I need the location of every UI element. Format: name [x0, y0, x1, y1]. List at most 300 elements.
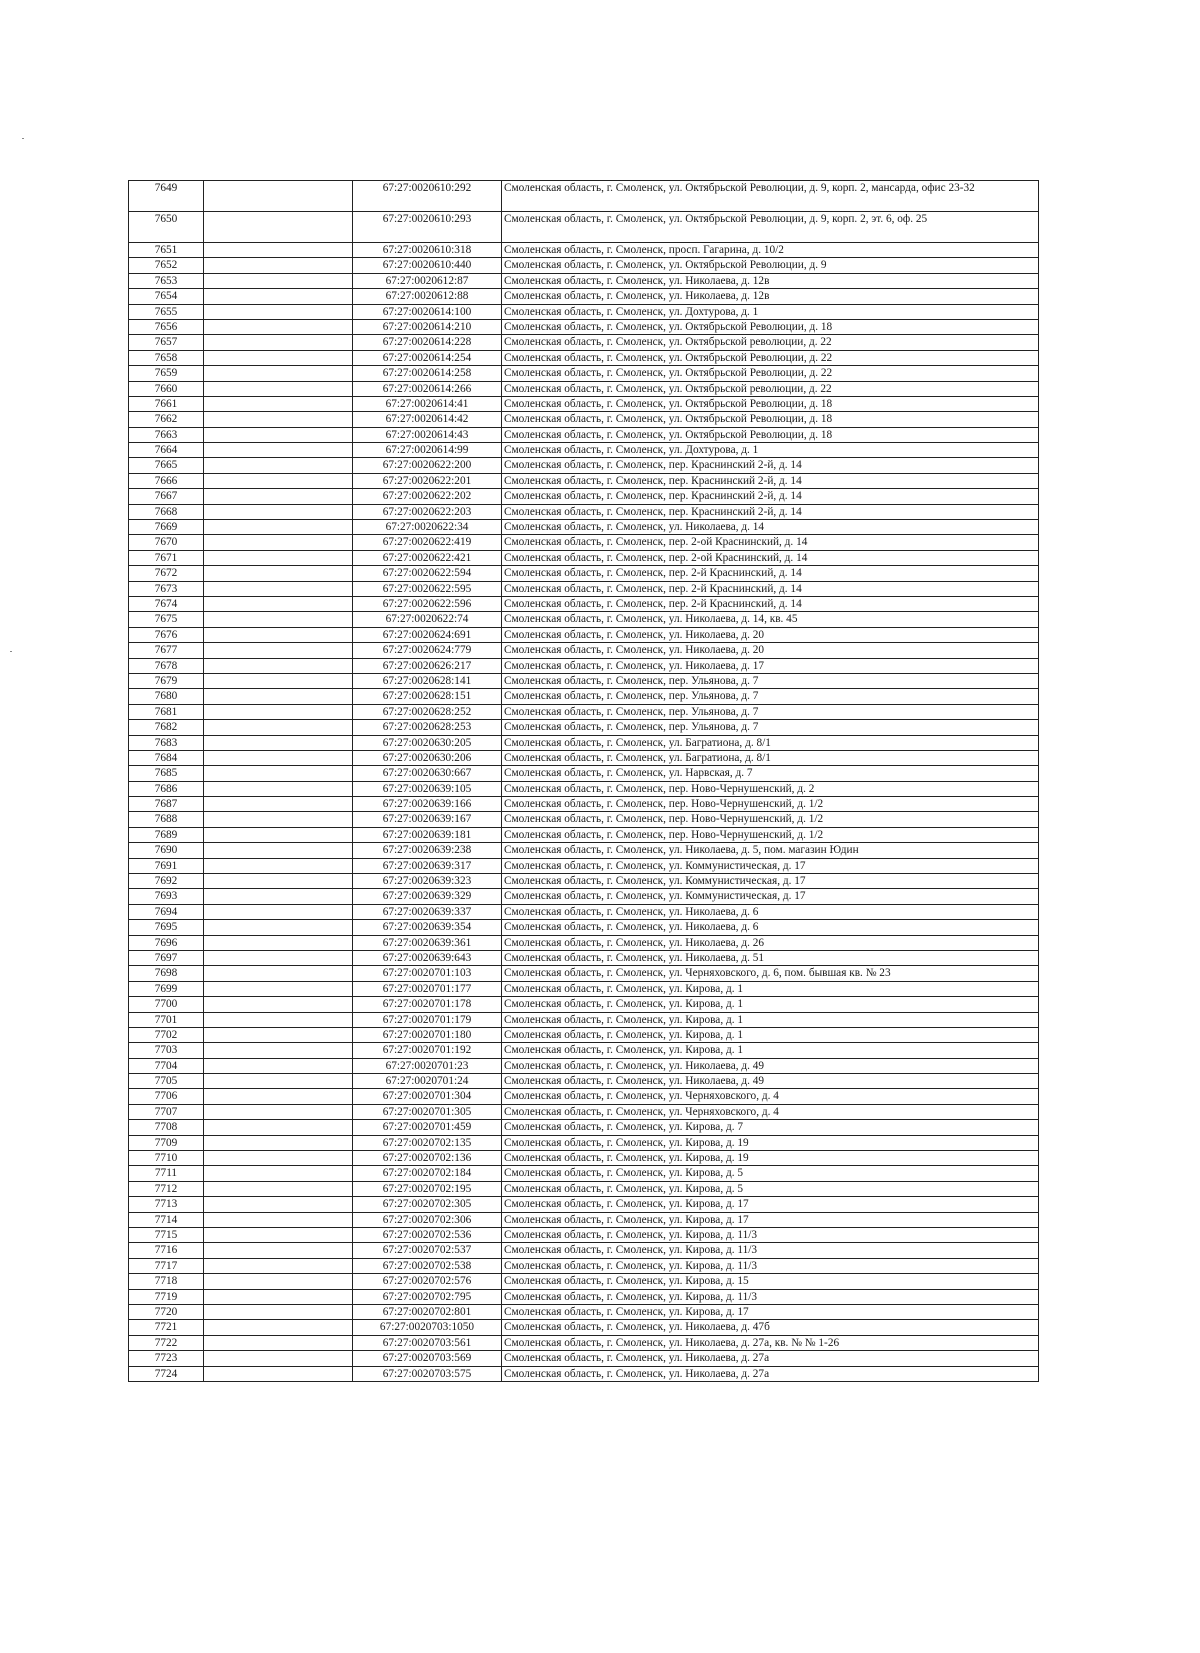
- cadastral-number-cell: 67:27:0020614:42: [353, 412, 502, 427]
- empty-cell: [204, 612, 353, 627]
- table-row: [129, 381, 1039, 396]
- table-row: [129, 781, 1039, 796]
- cadastral-number-cell: 67:27:0020639:323: [353, 874, 502, 889]
- empty-cell: [204, 658, 353, 673]
- cadastral-number-cell: 67:27:0020622:421: [353, 550, 502, 565]
- table-row: [129, 520, 1039, 535]
- cadastral-number-cell: 67:27:0020630:205: [353, 735, 502, 750]
- table-row: [129, 1197, 1039, 1212]
- table-row: [129, 1043, 1039, 1058]
- table-row: [129, 904, 1039, 919]
- cadastral-number-cell: 67:27:0020630:206: [353, 750, 502, 765]
- table-row: [129, 273, 1039, 288]
- row-number-cell: 7700: [129, 997, 204, 1012]
- table-row: [129, 1335, 1039, 1350]
- address-cell: Смоленская область, г. Смоленск, ул. Октябрьской революции, д. 22: [502, 335, 1039, 350]
- address-cell: Смоленская область, г. Смоленск, ул. Кирова, д. 11/3: [502, 1258, 1039, 1273]
- address-cell: Смоленская область, г. Смоленск, пер. Краснинский 2-й, д. 14: [502, 458, 1039, 473]
- row-number-cell: 7724: [129, 1366, 204, 1381]
- cadastral-number-cell: 67:27:0020622:200: [353, 458, 502, 473]
- cadastral-number-cell: 67:27:0020703:1050: [353, 1320, 502, 1335]
- address-cell: Смоленская область, г. Смоленск, ул. Черняховского, д. 4: [502, 1089, 1039, 1104]
- row-number-cell: 7704: [129, 1058, 204, 1073]
- cadastral-number-cell: 67:27:0020614:43: [353, 427, 502, 442]
- empty-cell: [204, 858, 353, 873]
- empty-cell: [204, 766, 353, 781]
- address-cell: Смоленская область, г. Смоленск, пер. Ново-Чернушенский, д. 1/2: [502, 812, 1039, 827]
- cadastral-number-cell: 67:27:0020639:643: [353, 950, 502, 965]
- row-number-cell: 7689: [129, 827, 204, 842]
- row-number-cell: 7707: [129, 1104, 204, 1119]
- row-number-cell: 7714: [129, 1212, 204, 1227]
- empty-cell: [204, 1243, 353, 1258]
- address-cell: Смоленская область, г. Смоленск, ул. Николаева, д. 47б: [502, 1320, 1039, 1335]
- cadastral-number-cell: 67:27:0020639:105: [353, 781, 502, 796]
- address-cell: Смоленская область, г. Смоленск, ул. Николаева, д. 27а: [502, 1351, 1039, 1366]
- address-cell: Смоленская область, г. Смоленск, пер. Ульянова, д. 7: [502, 720, 1039, 735]
- row-number-cell: 7668: [129, 504, 204, 519]
- address-cell: Смоленская область, г. Смоленск, пер. Ульянова, д. 7: [502, 704, 1039, 719]
- address-cell: Смоленская область, г. Смоленск, ул. Николаева, д. 12в: [502, 289, 1039, 304]
- row-number-cell: 7678: [129, 658, 204, 673]
- table-row: [129, 304, 1039, 319]
- address-cell: Смоленская область, г. Смоленск, ул. Кирова, д. 1: [502, 981, 1039, 996]
- empty-cell: [204, 827, 353, 842]
- table-row: [129, 1151, 1039, 1166]
- address-cell: Смоленская область, г. Смоленск, ул. Николаева, д. 49: [502, 1058, 1039, 1073]
- table-row: [129, 504, 1039, 519]
- address-cell: Смоленская область, г. Смоленск, ул. Кирова, д. 15: [502, 1274, 1039, 1289]
- table-row: [129, 766, 1039, 781]
- cadastral-number-cell: 67:27:0020702:136: [353, 1151, 502, 1166]
- cadastral-number-cell: 67:27:0020702:795: [353, 1289, 502, 1304]
- cadastral-number-cell: 67:27:0020622:203: [353, 504, 502, 519]
- row-number-cell: 7670: [129, 535, 204, 550]
- empty-cell: [204, 1258, 353, 1273]
- cadastral-number-cell: 67:27:0020639:329: [353, 889, 502, 904]
- table-row: [129, 1243, 1039, 1258]
- row-number-cell: 7690: [129, 843, 204, 858]
- row-number-cell: 7685: [129, 766, 204, 781]
- address-cell: Смоленская область, г. Смоленск, ул. Николаева, д. 51: [502, 950, 1039, 965]
- address-cell: Смоленская область, г. Смоленск, просп. Гагарина, д. 10/2: [502, 243, 1039, 258]
- scan-speck: [22, 138, 24, 139]
- table-row: [129, 689, 1039, 704]
- table-row: [129, 750, 1039, 765]
- row-number-cell: 7712: [129, 1181, 204, 1196]
- empty-cell: [204, 550, 353, 565]
- address-cell: Смоленская область, г. Смоленск, ул. Октябрьской Революции, д. 9, корп. 2, мансарда, офис 23-32: [502, 181, 1039, 212]
- table-row: [129, 797, 1039, 812]
- table-row: [129, 181, 1039, 212]
- address-cell: Смоленская область, г. Смоленск, ул. Кирова, д. 19: [502, 1135, 1039, 1150]
- row-number-cell: 7655: [129, 304, 204, 319]
- address-cell: Смоленская область, г. Смоленск, пер. Ульянова, д. 7: [502, 689, 1039, 704]
- empty-cell: [204, 473, 353, 488]
- empty-cell: [204, 366, 353, 381]
- empty-cell: [204, 797, 353, 812]
- row-number-cell: 7683: [129, 735, 204, 750]
- row-number-cell: 7691: [129, 858, 204, 873]
- empty-cell: [204, 1027, 353, 1042]
- cadastral-number-cell: 67:27:0020639:317: [353, 858, 502, 873]
- address-cell: Смоленская область, г. Смоленск, ул. Октябрьской Революции, д. 22: [502, 350, 1039, 365]
- address-cell: Смоленская область, г. Смоленск, ул. Николаева, д. 20: [502, 643, 1039, 658]
- table-row: [129, 350, 1039, 365]
- empty-cell: [204, 1335, 353, 1350]
- cadastral-number-cell: 67:27:0020702:305: [353, 1197, 502, 1212]
- row-number-cell: 7717: [129, 1258, 204, 1273]
- empty-cell: [204, 243, 353, 258]
- empty-cell: [204, 489, 353, 504]
- address-cell: Смоленская область, г. Смоленск, пер. Ульянова, д. 7: [502, 673, 1039, 688]
- row-number-cell: 7676: [129, 627, 204, 642]
- table-row: [129, 1027, 1039, 1042]
- cadastral-number-cell: 67:27:0020701:24: [353, 1074, 502, 1089]
- cadastral-number-cell: 67:27:0020628:151: [353, 689, 502, 704]
- cadastral-number-cell: 67:27:0020639:361: [353, 935, 502, 950]
- row-number-cell: 7682: [129, 720, 204, 735]
- empty-cell: [204, 566, 353, 581]
- empty-cell: [204, 673, 353, 688]
- row-number-cell: 7679: [129, 673, 204, 688]
- table-row: [129, 1228, 1039, 1243]
- row-number-cell: 7653: [129, 273, 204, 288]
- row-number-cell: 7708: [129, 1120, 204, 1135]
- cadastral-number-cell: 67:27:0020702:537: [353, 1243, 502, 1258]
- cadastral-number-cell: 67:27:0020610:292: [353, 181, 502, 212]
- row-number-cell: 7720: [129, 1304, 204, 1319]
- address-cell: Смоленская область, г. Смоленск, пер. 2-й Краснинский, д. 14: [502, 581, 1039, 596]
- address-cell: Смоленская область, г. Смоленск, пер. Ново-Чернушенский, д. 1/2: [502, 797, 1039, 812]
- cadastral-number-cell: 67:27:0020702:306: [353, 1212, 502, 1227]
- row-number-cell: 7710: [129, 1151, 204, 1166]
- address-cell: Смоленская область, г. Смоленск, ул. Багратиона, д. 8/1: [502, 750, 1039, 765]
- address-cell: Смоленская область, г. Смоленск, ул. Коммунистическая, д. 17: [502, 874, 1039, 889]
- table-row: [129, 258, 1039, 273]
- address-cell: Смоленская область, г. Смоленск, ул. Кирова, д. 19: [502, 1151, 1039, 1166]
- table-row: [129, 473, 1039, 488]
- table-row: [129, 920, 1039, 935]
- empty-cell: [204, 889, 353, 904]
- empty-cell: [204, 304, 353, 319]
- cadastral-number-cell: 67:27:0020702:184: [353, 1166, 502, 1181]
- empty-cell: [204, 1181, 353, 1196]
- address-cell: Смоленская область, г. Смоленск, ул. Николаева, д. 17: [502, 658, 1039, 673]
- table-row: [129, 1120, 1039, 1135]
- cadastral-number-cell: 67:27:0020614:258: [353, 366, 502, 381]
- address-cell: Смоленская область, г. Смоленск, ул. Октябрьской революции, д. 22: [502, 381, 1039, 396]
- empty-cell: [204, 1274, 353, 1289]
- cadastral-number-cell: 67:27:0020614:41: [353, 396, 502, 411]
- empty-cell: [204, 381, 353, 396]
- empty-cell: [204, 289, 353, 304]
- address-cell: Смоленская область, г. Смоленск, ул. Николаева, д. 27а, кв. № № 1-26: [502, 1335, 1039, 1350]
- table-row: [129, 950, 1039, 965]
- cadastral-number-cell: 67:27:0020702:135: [353, 1135, 502, 1150]
- address-cell: Смоленская область, г. Смоленск, пер. Краснинский 2-й, д. 14: [502, 504, 1039, 519]
- table-row: [129, 289, 1039, 304]
- address-cell: Смоленская область, г. Смоленск, ул. Кирова, д. 11/3: [502, 1228, 1039, 1243]
- cadastral-number-cell: 67:27:0020701:459: [353, 1120, 502, 1135]
- table-row: [129, 673, 1039, 688]
- cadastral-number-cell: 67:27:0020610:293: [353, 212, 502, 243]
- cadastral-number-cell: 67:27:0020612:87: [353, 273, 502, 288]
- empty-cell: [204, 904, 353, 919]
- cadastral-number-cell: 67:27:0020622:34: [353, 520, 502, 535]
- cadastral-number-cell: 67:27:0020622:595: [353, 581, 502, 596]
- row-number-cell: 7719: [129, 1289, 204, 1304]
- row-number-cell: 7677: [129, 643, 204, 658]
- row-number-cell: 7658: [129, 350, 204, 365]
- table-row: [129, 997, 1039, 1012]
- row-number-cell: 7693: [129, 889, 204, 904]
- row-number-cell: 7711: [129, 1166, 204, 1181]
- row-number-cell: 7723: [129, 1351, 204, 1366]
- empty-cell: [204, 258, 353, 273]
- table-row: [129, 1351, 1039, 1366]
- table-row: [129, 1135, 1039, 1150]
- table-row: [129, 643, 1039, 658]
- table-row: [129, 412, 1039, 427]
- address-cell: Смоленская область, г. Смоленск, ул. Октябрьской Революции, д. 18: [502, 412, 1039, 427]
- address-cell: Смоленская область, г. Смоленск, ул. Кирова, д. 11/3: [502, 1289, 1039, 1304]
- cadastral-number-cell: 67:27:0020701:179: [353, 1012, 502, 1027]
- table-row: [129, 720, 1039, 735]
- empty-cell: [204, 1166, 353, 1181]
- table-row: [129, 1012, 1039, 1027]
- cadastral-number-cell: 67:27:0020614:266: [353, 381, 502, 396]
- empty-cell: [204, 935, 353, 950]
- table-row: [129, 1274, 1039, 1289]
- cadastral-number-cell: 67:27:0020622:419: [353, 535, 502, 550]
- empty-cell: [204, 750, 353, 765]
- row-number-cell: 7705: [129, 1074, 204, 1089]
- row-number-cell: 7721: [129, 1320, 204, 1335]
- empty-cell: [204, 458, 353, 473]
- address-cell: Смоленская область, г. Смоленск, ул. Кирова, д. 11/3: [502, 1243, 1039, 1258]
- empty-cell: [204, 1304, 353, 1319]
- table-row: [129, 889, 1039, 904]
- address-cell: Смоленская область, г. Смоленск, ул. Октябрьской Революции, д. 18: [502, 396, 1039, 411]
- row-number-cell: 7664: [129, 443, 204, 458]
- row-number-cell: 7672: [129, 566, 204, 581]
- table-row: [129, 1320, 1039, 1335]
- row-number-cell: 7722: [129, 1335, 204, 1350]
- empty-cell: [204, 520, 353, 535]
- empty-cell: [204, 504, 353, 519]
- row-number-cell: 7662: [129, 412, 204, 427]
- table-row: [129, 212, 1039, 243]
- address-cell: Смоленская область, г. Смоленск, ул. Кирова, д. 1: [502, 1027, 1039, 1042]
- address-cell: Смоленская область, г. Смоленск, ул. Кирова, д. 1: [502, 1012, 1039, 1027]
- address-cell: Смоленская область, г. Смоленск, ул. Николаева, д. 6: [502, 904, 1039, 919]
- row-number-cell: 7681: [129, 704, 204, 719]
- cadastral-number-cell: 67:27:0020630:667: [353, 766, 502, 781]
- row-number-cell: 7697: [129, 950, 204, 965]
- table-row: [129, 735, 1039, 750]
- row-number-cell: 7709: [129, 1135, 204, 1150]
- empty-cell: [204, 874, 353, 889]
- cadastral-number-cell: 67:27:0020701:23: [353, 1058, 502, 1073]
- cadastral-number-cell: 67:27:0020701:305: [353, 1104, 502, 1119]
- table-row: [129, 1181, 1039, 1196]
- empty-cell: [204, 781, 353, 796]
- address-cell: Смоленская область, г. Смоленск, ул. Октябрьской Революции, д. 18: [502, 319, 1039, 334]
- row-number-cell: 7680: [129, 689, 204, 704]
- address-cell: Смоленская область, г. Смоленск, пер. Краснинский 2-й, д. 14: [502, 489, 1039, 504]
- empty-cell: [204, 427, 353, 442]
- cadastral-number-cell: 67:27:0020622:202: [353, 489, 502, 504]
- cadastral-number-cell: 67:27:0020702:536: [353, 1228, 502, 1243]
- property-registry-table: [128, 180, 1039, 1382]
- table-row: [129, 843, 1039, 858]
- empty-cell: [204, 443, 353, 458]
- empty-cell: [204, 1058, 353, 1073]
- cadastral-number-cell: 67:27:0020614:99: [353, 443, 502, 458]
- empty-cell: [204, 1120, 353, 1135]
- cadastral-number-cell: 67:27:0020622:201: [353, 473, 502, 488]
- address-cell: Смоленская область, г. Смоленск, пер. 2-ой Краснинский, д. 14: [502, 535, 1039, 550]
- address-cell: Смоленская область, г. Смоленск, ул. Кирова, д. 5: [502, 1166, 1039, 1181]
- table-row: [129, 704, 1039, 719]
- empty-cell: [204, 812, 353, 827]
- address-cell: Смоленская область, г. Смоленск, ул. Дохтурова, д. 1: [502, 304, 1039, 319]
- empty-cell: [204, 1074, 353, 1089]
- table-row: [129, 612, 1039, 627]
- row-number-cell: 7675: [129, 612, 204, 627]
- empty-cell: [204, 1228, 353, 1243]
- cadastral-number-cell: 67:27:0020701:103: [353, 966, 502, 981]
- empty-cell: [204, 950, 353, 965]
- cadastral-number-cell: 67:27:0020639:238: [353, 843, 502, 858]
- cadastral-number-cell: 67:27:0020624:691: [353, 627, 502, 642]
- address-cell: Смоленская область, г. Смоленск, ул. Николаева, д. 26: [502, 935, 1039, 950]
- table-row: [129, 1166, 1039, 1181]
- empty-cell: [204, 981, 353, 996]
- row-number-cell: 7656: [129, 319, 204, 334]
- row-number-cell: 7716: [129, 1243, 204, 1258]
- table-row: [129, 812, 1039, 827]
- row-number-cell: 7706: [129, 1089, 204, 1104]
- row-number-cell: 7699: [129, 981, 204, 996]
- empty-cell: [204, 396, 353, 411]
- cadastral-number-cell: 67:27:0020702:195: [353, 1181, 502, 1196]
- row-number-cell: 7713: [129, 1197, 204, 1212]
- table-row: [129, 1104, 1039, 1119]
- cadastral-number-cell: 67:27:0020612:88: [353, 289, 502, 304]
- row-number-cell: 7673: [129, 581, 204, 596]
- empty-cell: [204, 1135, 353, 1150]
- cadastral-number-cell: 67:27:0020639:166: [353, 797, 502, 812]
- row-number-cell: 7684: [129, 750, 204, 765]
- row-number-cell: 7701: [129, 1012, 204, 1027]
- row-number-cell: 7652: [129, 258, 204, 273]
- cadastral-number-cell: 67:27:0020614:254: [353, 350, 502, 365]
- table-row: [129, 1089, 1039, 1104]
- scan-speck: [10, 651, 12, 652]
- row-number-cell: 7694: [129, 904, 204, 919]
- cadastral-number-cell: 67:27:0020614:100: [353, 304, 502, 319]
- address-cell: Смоленская область, г. Смоленск, ул. Николаева, д. 27а: [502, 1366, 1039, 1381]
- row-number-cell: 7703: [129, 1043, 204, 1058]
- empty-cell: [204, 1366, 353, 1381]
- row-number-cell: 7649: [129, 181, 204, 212]
- row-number-cell: 7718: [129, 1274, 204, 1289]
- row-number-cell: 7715: [129, 1228, 204, 1243]
- address-cell: Смоленская область, г. Смоленск, ул. Кирова, д. 17: [502, 1212, 1039, 1227]
- cadastral-number-cell: 67:27:0020701:304: [353, 1089, 502, 1104]
- row-number-cell: 7665: [129, 458, 204, 473]
- address-cell: Смоленская область, г. Смоленск, ул. Николаева, д. 6: [502, 920, 1039, 935]
- table-row: [129, 981, 1039, 996]
- empty-cell: [204, 181, 353, 212]
- table-row: [129, 627, 1039, 642]
- empty-cell: [204, 966, 353, 981]
- empty-cell: [204, 1151, 353, 1166]
- cadastral-number-cell: 67:27:0020624:779: [353, 643, 502, 658]
- address-cell: Смоленская область, г. Смоленск, ул. Октябрьской Революции, д. 22: [502, 366, 1039, 381]
- address-cell: Смоленская область, г. Смоленск, ул. Октябрьской Революции, д. 9: [502, 258, 1039, 273]
- empty-cell: [204, 412, 353, 427]
- empty-cell: [204, 843, 353, 858]
- empty-cell: [204, 627, 353, 642]
- cadastral-number-cell: 67:27:0020703:575: [353, 1366, 502, 1381]
- table-row: [129, 489, 1039, 504]
- table-row: [129, 1212, 1039, 1227]
- cadastral-number-cell: 67:27:0020639:337: [353, 904, 502, 919]
- table-row: [129, 458, 1039, 473]
- registry-body: [129, 181, 1039, 1382]
- table-row: [129, 874, 1039, 889]
- address-cell: Смоленская область, г. Смоленск, пер. Краснинский 2-й, д. 14: [502, 473, 1039, 488]
- row-number-cell: 7659: [129, 366, 204, 381]
- empty-cell: [204, 581, 353, 596]
- empty-cell: [204, 1320, 353, 1335]
- table-row: [129, 427, 1039, 442]
- empty-cell: [204, 1197, 353, 1212]
- empty-cell: [204, 920, 353, 935]
- cadastral-number-cell: 67:27:0020702:538: [353, 1258, 502, 1273]
- empty-cell: [204, 1089, 353, 1104]
- row-number-cell: 7654: [129, 289, 204, 304]
- table-row: [129, 1366, 1039, 1381]
- empty-cell: [204, 319, 353, 334]
- table-row: [129, 658, 1039, 673]
- table-row: [129, 443, 1039, 458]
- row-number-cell: 7661: [129, 396, 204, 411]
- table-row: [129, 1074, 1039, 1089]
- address-cell: Смоленская область, г. Смоленск, ул. Кирова, д. 1: [502, 997, 1039, 1012]
- row-number-cell: 7698: [129, 966, 204, 981]
- address-cell: Смоленская область, г. Смоленск, ул. Кирова, д. 7: [502, 1120, 1039, 1135]
- empty-cell: [204, 735, 353, 750]
- empty-cell: [204, 212, 353, 243]
- row-number-cell: 7669: [129, 520, 204, 535]
- table-row: [129, 396, 1039, 411]
- address-cell: Смоленская область, г. Смоленск, ул. Николаева, д. 49: [502, 1074, 1039, 1089]
- table-row: [129, 566, 1039, 581]
- address-cell: Смоленская область, г. Смоленск, ул. Багратиона, д. 8/1: [502, 735, 1039, 750]
- table-row: [129, 1289, 1039, 1304]
- cadastral-number-cell: 67:27:0020628:141: [353, 673, 502, 688]
- table-row: [129, 827, 1039, 842]
- empty-cell: [204, 704, 353, 719]
- address-cell: Смоленская область, г. Смоленск, ул. Октябрьской Революции, д. 9, корп. 2, эт. 6, оф. 25: [502, 212, 1039, 243]
- address-cell: Смоленская область, г. Смоленск, ул. Николаева, д. 14, кв. 45: [502, 612, 1039, 627]
- cadastral-number-cell: 67:27:0020622:596: [353, 596, 502, 611]
- empty-cell: [204, 1012, 353, 1027]
